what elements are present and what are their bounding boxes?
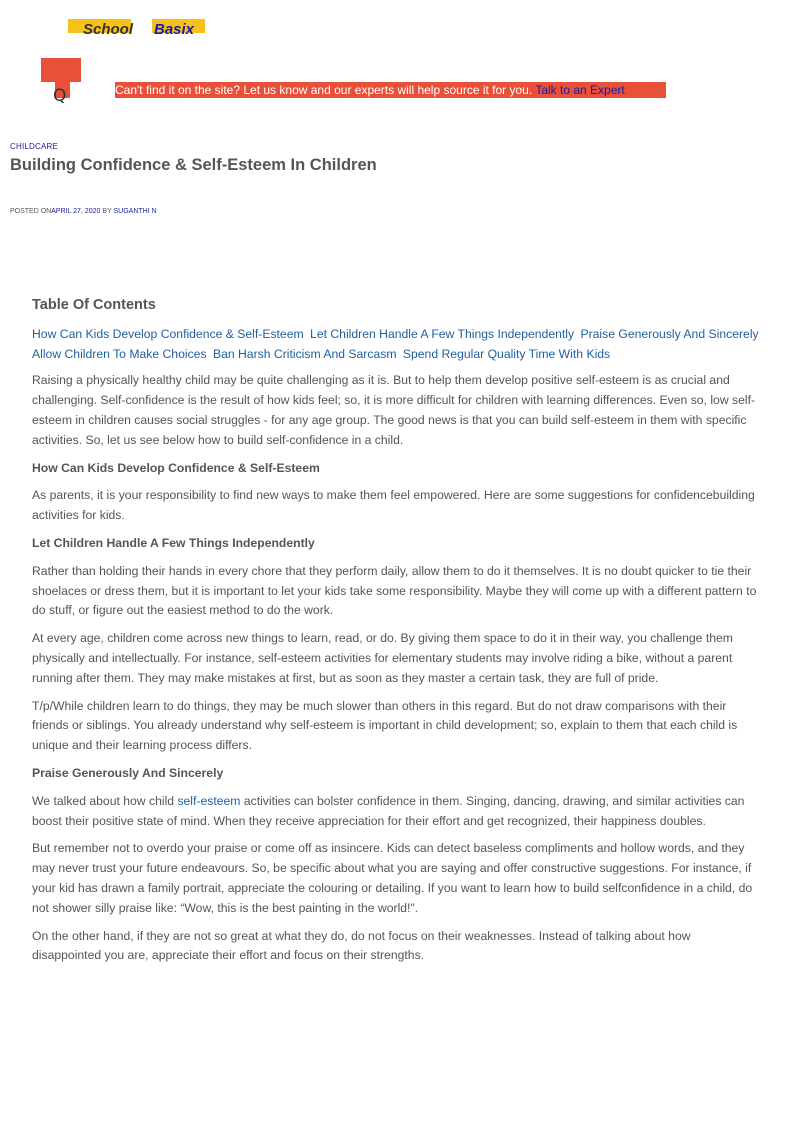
paragraph: T/p/While children learn to do things, they may be much slower than others in this regard. But do not draw comparisons with their friends or siblings. You already understand why self-esteem is important in child development; so, explain to them that each child is unique and their learning process differs. [32, 698, 738, 753]
section-heading: Let Children Handle A Few Things Independently [32, 535, 315, 550]
logo-text-basix: Basix [154, 21, 195, 38]
by-label: BY [100, 208, 114, 215]
paragraph: On the other hand, if they are not so great at what they do, do not focus on their weaknesses. Instead of talking about how disappointed you are, appreciate their effort and focus on their strengths. [32, 928, 691, 963]
paragraph: As parents, it is your responsibility to find new ways to make them feel empowered. Here are some suggestions for confidencebuilding activities for kids. [32, 488, 755, 523]
section-heading: Praise Generously And Sincerely [32, 765, 224, 780]
search-button[interactable] [41, 58, 81, 82]
paragraph: At every age, children come across new things to learn, read, or do. By giving them space to do it in their way, you challenge them physically and intellectually. For instance, self-esteem activities for elementary students may involve riding a bike, without a parent running after them. They may make mistakes at first, but as soon as they master a certain task, they are full of pride. [32, 631, 733, 685]
category-link[interactable]: CHILDCARE [10, 142, 59, 151]
toc-item[interactable]: Allow Children To Make Choices [32, 346, 207, 361]
site-logo[interactable] [68, 19, 205, 38]
banner-text: Can't find it on the site? Let us know and our experts will help source it for you. [115, 83, 536, 97]
paragraph: But remember not to overdo your praise or come off as insincere. Kids can detect baseless compliments and hollow words, and they may never trust your future endeavours. So, be specific about what you are saying and offer constructive suggestions. For instance, if your kid has drawn a family portrait, appreciate the colouring or detailing. If you want to learn how to build selfconfidence in a child, do not shower silly praise like: “Wow, this is the best painting in the world!". [32, 841, 753, 915]
posted-on-label: POSTED ON [10, 208, 52, 215]
toc-item[interactable]: How Can Kids Develop Confidence & Self-Esteem [32, 326, 304, 341]
toc-item[interactable]: Spend Regular Quality Time With Kids [402, 346, 611, 361]
paragraph-text: activities can bolster confidence in them. Singing, dancing, drawing, and similar activities can boost their positive state of mind. When they receive appreciation for their effort and get recognized, their happiness doubles. [32, 793, 745, 828]
toc-title: Table Of Contents [32, 297, 156, 313]
logo-gap [131, 19, 152, 33]
toc-item[interactable]: Ban Harsh Criticism And Sarcasm [212, 346, 397, 361]
logo-text-school: School [83, 21, 134, 38]
paragraph [32, 792, 762, 832]
search-icon[interactable]: Q [53, 86, 67, 106]
intro-paragraph: Raising a physically healthy child may be quite challenging as it is. But to help them develop positive self-esteem is as crucial and challenging. Self-confidence is the result of how kids feel; so, it is more difficult for children with learning differences. Even so, low self-esteem in children causes social struggles - for any age group. The good news is that you can build self-esteem in them with specific activities. So, let us see below how to build self-confidence in a child. [32, 373, 756, 447]
talk-to-expert-link[interactable]: Talk to an Expert [535, 83, 625, 97]
post-meta [10, 208, 157, 215]
expert-banner [115, 82, 666, 98]
section-heading: How Can Kids Develop Confidence & Self-Esteem [32, 460, 320, 475]
table-of-contents [32, 325, 762, 365]
self-esteem-link[interactable]: self-esteem [177, 793, 241, 808]
author-link[interactable]: SUGANTHI N [113, 208, 157, 215]
paragraph: Rather than holding their hands in every chore that they perform daily, allow them to do it themselves. It is no doubt quicker to tie their shoelaces or dress them, but it is important to let your kids take some responsibility. Maybe they will come up with a different pattern to do stuff, or figure out the easiest method to do the work. [32, 563, 757, 618]
toc-item[interactable]: Let Children Handle A Few Things Independently [310, 326, 575, 341]
post-date-link[interactable]: APRIL 27, 2020 [51, 208, 101, 215]
page-title: Building Confidence & Self-Esteem In Children [10, 156, 377, 174]
paragraph-text: We talked about how child [32, 793, 178, 808]
article-content [32, 296, 762, 974]
toc-item[interactable]: Praise Generously And Sincerely [580, 326, 759, 341]
